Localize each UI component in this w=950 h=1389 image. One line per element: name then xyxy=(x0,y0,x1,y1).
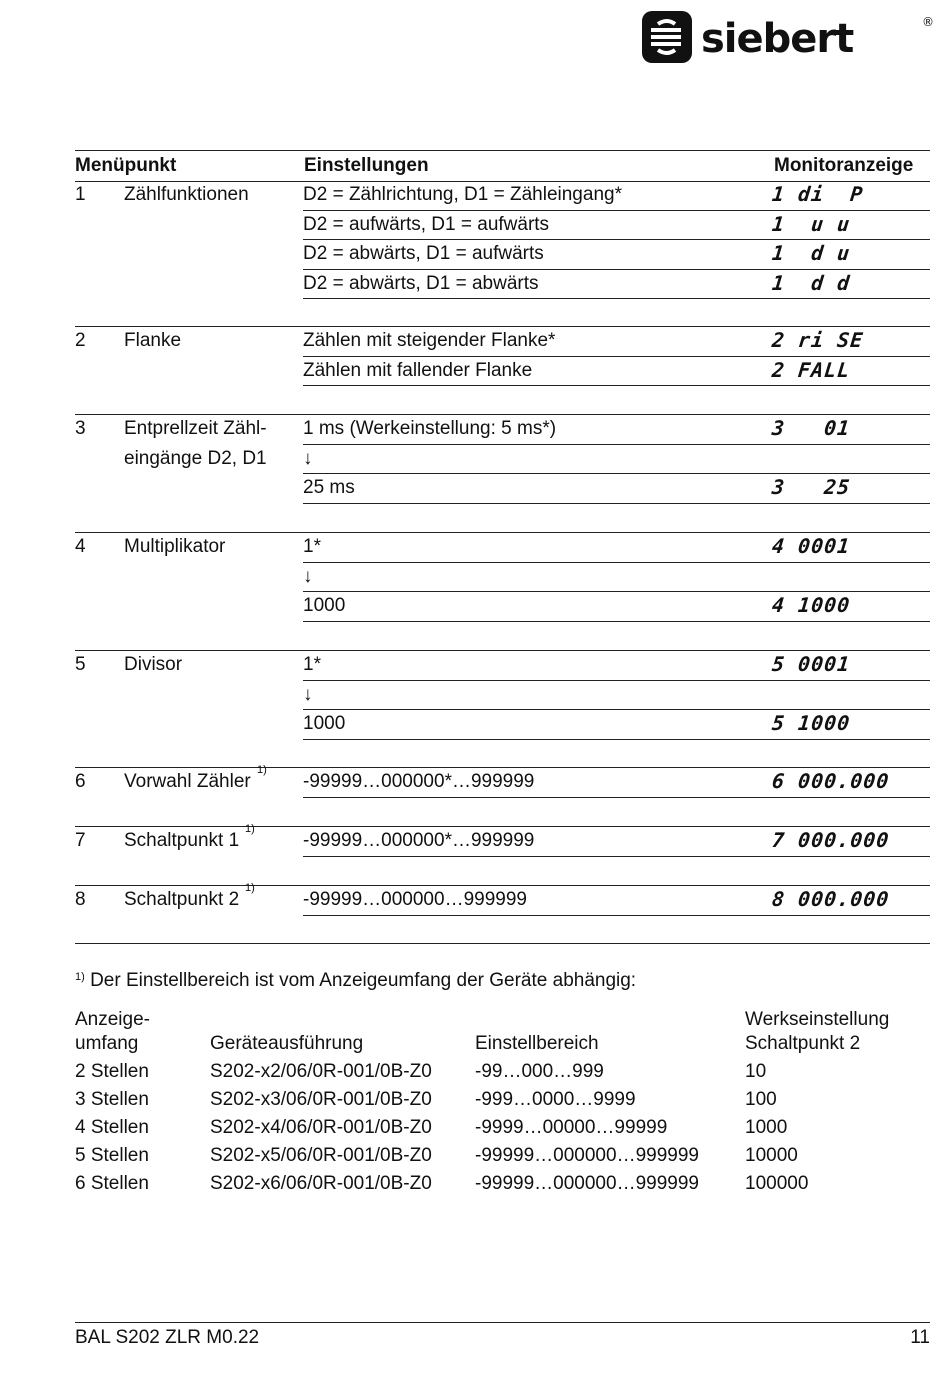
row-divider xyxy=(303,385,930,386)
row-divider xyxy=(303,797,930,798)
footer-divider xyxy=(75,1322,930,1323)
menu-item-name xyxy=(124,180,299,209)
monitor-display: 7 000.000 xyxy=(770,828,891,852)
setting-text: 1* xyxy=(303,536,321,557)
menu-item-number xyxy=(75,180,115,209)
header-menu: Menüpunkt xyxy=(75,155,177,176)
setting-cell xyxy=(303,650,763,679)
setting-text: -99999…000000…999999 xyxy=(303,889,527,910)
footnote-table-cell: 100 xyxy=(745,1089,777,1110)
setting-text: D2 = aufwärts, D1 = aufwärts xyxy=(303,213,550,235)
menu-name-text: Flanke xyxy=(124,330,182,351)
table-header xyxy=(75,150,930,182)
menu-item-number xyxy=(75,326,115,355)
menu-name-text: eingänge D2, D1 xyxy=(124,447,267,469)
menu-number-text: 5 xyxy=(75,654,86,675)
footnote-table-cell: 4 Stellen xyxy=(75,1117,149,1138)
row-divider xyxy=(303,621,930,622)
footnote-table-cell: S202-x4/06/0R-001/0B-Z0 xyxy=(210,1117,432,1138)
setting-cell xyxy=(303,532,763,561)
setting-cell xyxy=(303,767,763,796)
row-divider xyxy=(303,915,930,916)
monitor-display: 5 0001 xyxy=(770,652,852,676)
footnote-table-header: Einstellbereich xyxy=(475,1033,599,1054)
footnote-ref: 1) xyxy=(257,764,267,776)
menu-item-number xyxy=(75,414,115,443)
setting-cell xyxy=(303,239,763,268)
row-divider xyxy=(303,856,930,857)
setting-text: 1* xyxy=(303,654,321,675)
menu-item-number xyxy=(75,885,115,914)
setting-cell xyxy=(303,826,763,855)
menu-item-name xyxy=(124,650,299,679)
footnote-table-cell: 3 Stellen xyxy=(75,1089,149,1110)
setting-text: -99999…000000*…999999 xyxy=(303,771,535,792)
setting-text: 1000 xyxy=(303,713,346,734)
setting-text: Zählen mit fallender Flanke xyxy=(303,359,533,381)
setting-cell xyxy=(303,444,763,473)
monitor-display: 2 ri SE xyxy=(770,328,865,352)
footnote-table-cell: 10000 xyxy=(745,1145,798,1166)
menu-name-text: Divisor xyxy=(124,654,183,675)
menu-item-name xyxy=(124,823,299,855)
setting-cell xyxy=(303,473,763,502)
footnote-table-cell: 10 xyxy=(745,1061,767,1082)
menu-item-number xyxy=(75,826,115,855)
footnote-table-cell: -999…0000…9999 xyxy=(475,1089,636,1110)
menu-number-text: 7 xyxy=(75,830,86,851)
setting-cell xyxy=(303,180,763,209)
monitor-display: 4 0001 xyxy=(770,534,852,558)
menu-name-text: Multiplikator xyxy=(124,536,226,557)
setting-text: ↓ xyxy=(303,683,313,705)
registered-mark: ® xyxy=(922,15,934,29)
footnote-table-header: umfang xyxy=(75,1033,139,1054)
footnote-table-header: Geräteausführung xyxy=(210,1033,364,1054)
menu-number-text: 6 xyxy=(75,771,86,792)
footnote-table-cell: -99999…000000…999999 xyxy=(475,1145,699,1166)
footnote-table-header: Werkseinstellung xyxy=(745,1009,890,1030)
setting-cell xyxy=(303,210,763,239)
menu-item-name xyxy=(124,882,299,914)
setting-cell xyxy=(303,562,763,591)
setting-text: 1 ms (Werkeinstellung: 5 ms*) xyxy=(303,418,557,439)
monitor-display: 2 FALL xyxy=(770,357,852,382)
menu-number-text: 1 xyxy=(75,184,86,205)
setting-cell xyxy=(303,591,763,620)
setting-text: -99999…000000*…999999 xyxy=(303,830,535,851)
footnote-table-cell: S202-x6/06/0R-001/0B-Z0 xyxy=(210,1173,432,1194)
menu-number-text: 8 xyxy=(75,889,86,910)
footnote-table-cell: 2 Stellen xyxy=(75,1061,149,1082)
footer-doc-id: BAL S202 ZLR M0.22 xyxy=(75,1327,260,1348)
footnote-table-cell: 6 Stellen xyxy=(75,1173,149,1194)
menu-item-number xyxy=(75,650,115,679)
setting-text: D2 = abwärts, D1 = aufwärts xyxy=(303,243,544,264)
setting-text: D2 = Zählrichtung, D1 = Zähleingang* xyxy=(303,184,622,205)
menu-name-text: Schaltpunkt 1 xyxy=(124,830,240,851)
setting-cell xyxy=(303,709,763,738)
menu-number-text: 2 xyxy=(75,330,86,351)
setting-text: ↓ xyxy=(303,565,313,587)
footer-page-number: 11 xyxy=(910,1327,930,1348)
table-bottom-divider xyxy=(75,943,930,944)
header-monitor: Monitoranzeige xyxy=(774,155,914,176)
monitor-display: 8 000.000 xyxy=(770,887,891,911)
footnote-ref: 1) xyxy=(245,882,255,894)
footnote-table-header: Schaltpunkt 2 xyxy=(745,1033,861,1054)
menu-item-number xyxy=(75,532,115,561)
menu-item-name xyxy=(124,444,299,473)
setting-cell xyxy=(303,326,763,355)
footnote-table-header: Anzeige- xyxy=(75,1009,150,1030)
setting-cell xyxy=(303,885,763,914)
footnote-table-cell: -9999…00000…99999 xyxy=(475,1117,668,1138)
setting-text: D2 = abwärts, D1 = abwärts xyxy=(303,272,539,294)
row-divider xyxy=(303,503,930,504)
setting-cell xyxy=(303,269,763,298)
monitor-display: 5 1000 xyxy=(770,711,852,735)
footnote xyxy=(75,967,636,995)
menu-item-name xyxy=(124,532,299,561)
footnote-text: Der Einstellbereich ist vom Anzeigeumfang der Geräte abhängig: xyxy=(90,970,637,991)
footnote-table-cell: S202-x2/06/0R-001/0B-Z0 xyxy=(210,1061,432,1082)
menu-item-name xyxy=(124,414,299,443)
menu-number-text: 3 xyxy=(75,418,86,439)
row-divider xyxy=(303,739,930,740)
menu-name-text: Zählfunktionen xyxy=(124,184,249,205)
setting-text: 1000 xyxy=(303,595,346,616)
setting-text: 25 ms xyxy=(303,477,355,498)
monitor-display: 1 d u xyxy=(770,241,852,265)
setting-cell xyxy=(303,680,763,709)
footnote-table-cell: S202-x5/06/0R-001/0B-Z0 xyxy=(210,1145,432,1166)
monitor-display: 1 di P xyxy=(770,182,865,206)
setting-cell xyxy=(303,414,763,443)
setting-text: ↓ xyxy=(303,447,313,469)
row-divider xyxy=(303,298,930,299)
footnote-table-cell: S202-x3/06/0R-001/0B-Z0 xyxy=(210,1089,432,1110)
monitor-display: 4 1000 xyxy=(770,593,852,617)
footnote-table-cell: 1000 xyxy=(745,1117,788,1138)
footnote-table-cell: -99999…000000…999999 xyxy=(475,1173,699,1194)
footnote-table-cell: 5 Stellen xyxy=(75,1145,149,1166)
monitor-display: 3 25 xyxy=(770,475,852,499)
menu-name-text: Entprellzeit Zähl- xyxy=(124,418,267,439)
footnote-mark: 1) xyxy=(75,971,85,983)
monitor-display: 1 u u xyxy=(770,211,852,236)
monitor-display: 6 000.000 xyxy=(770,769,891,793)
siebert-logo xyxy=(641,10,935,64)
brand-wordmark: siebert xyxy=(701,16,854,62)
monitor-display: 3 01 xyxy=(770,416,852,440)
setting-text: Zählen mit steigender Flanke* xyxy=(303,330,556,351)
menu-name-text: Vorwahl Zähler xyxy=(124,771,251,792)
menu-item-name xyxy=(124,764,299,796)
menu-name-text: Schaltpunkt 2 xyxy=(124,889,240,910)
footnote-table-cell: -99…000…999 xyxy=(475,1061,604,1082)
footnote-ref: 1) xyxy=(245,823,255,835)
menu-item-name xyxy=(124,326,299,355)
footnote-table-cell: 100000 xyxy=(745,1173,809,1194)
monitor-display: 1 d d xyxy=(770,270,852,295)
setting-cell xyxy=(303,356,763,385)
header-settings: Einstellungen xyxy=(304,155,429,176)
menu-item-number xyxy=(75,767,115,796)
menu-number-text: 4 xyxy=(75,536,86,557)
